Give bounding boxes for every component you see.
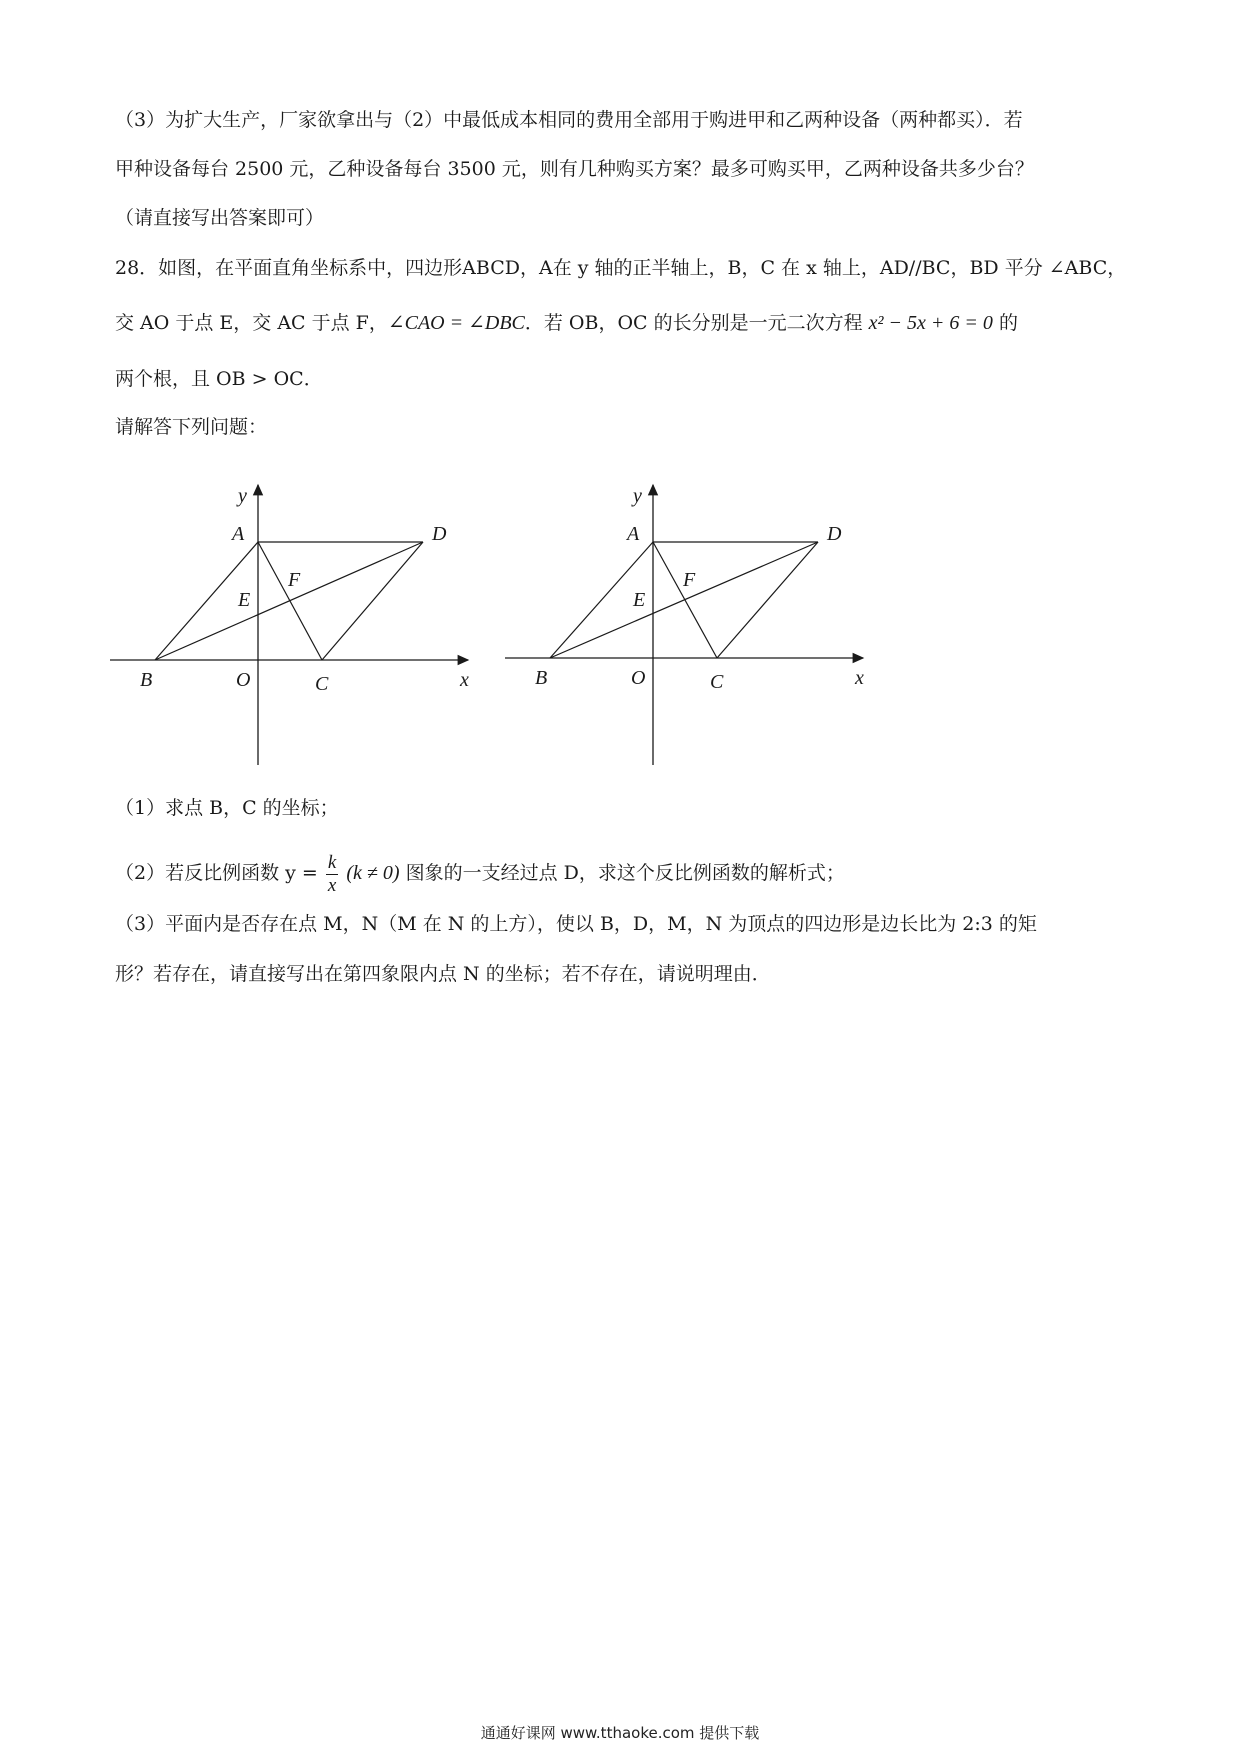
fraction-denominator: x: [327, 874, 337, 896]
q28-sub1: （1）求点 B，C 的坐标；: [115, 797, 339, 819]
q28-sub2-fraction: [326, 852, 338, 897]
segment-bd: [155, 542, 423, 660]
q28-line1: 28．如图，在平面直角坐标系中，四边形ABCD，A在 y 轴的正半轴上，B，C 在 x 轴上，AD//BC，BD 平分 ∠ABC，: [115, 257, 1127, 279]
label-e: E: [238, 589, 251, 611]
q28-sub3-line2: 形？若存在，请直接写出在第四象限内点 N 的坐标；若不存在，请说明理由．: [115, 963, 771, 985]
segment-cd: [322, 542, 423, 660]
q28-line3: 两个根，且 OB > OC．: [115, 368, 323, 390]
q28-angle-equation: ∠CAO = ∠DBC: [387, 312, 525, 334]
label-b: B: [535, 667, 548, 689]
label-f: F: [683, 569, 696, 591]
label-y: y: [633, 485, 642, 507]
label-a: A: [232, 523, 245, 545]
q28-sub2: [115, 848, 845, 898]
q28-line2-mid: ．若 OB，OC 的长分别是一元二次方程: [524, 312, 863, 334]
q28-prompt: 请解答下列问题：: [115, 416, 268, 438]
prev-q3-line1: （3）为扩大生产，厂家欲拿出与（2）中最低成本相同的费用全部用于购进甲和乙两种设备（两种都买）．若: [115, 109, 1023, 131]
label-b: B: [140, 669, 153, 691]
figure-right: [505, 480, 875, 770]
segment-cd: [717, 542, 818, 658]
figure-left-svg: [110, 480, 480, 770]
q28-line2: [115, 311, 1018, 335]
q28-sub2-condition: (k ≠ 0): [346, 862, 400, 884]
fraction-numerator: k: [327, 851, 337, 873]
q28-line2-prefix: 交 AO 于点 E，交 AC 于点 F，: [115, 312, 388, 334]
figure-right-svg: [505, 480, 875, 770]
label-a: A: [627, 523, 640, 545]
prev-q3-line3: （请直接写出答案即可）: [115, 207, 325, 229]
label-o: O: [236, 669, 251, 691]
label-e: E: [633, 589, 646, 611]
label-y: y: [238, 485, 247, 507]
q28-sub2-prefix: （2）若反比例函数 y =: [115, 862, 318, 884]
label-c: C: [710, 671, 724, 693]
label-d: D: [827, 523, 842, 545]
label-x: x: [855, 667, 864, 689]
q28-sub3-line1: （3）平面内是否存在点 M，N（M 在 N 的上方），使以 B，D，M，N 为顶点的四边形是边长比为 2:3 的矩: [115, 913, 1037, 935]
q28-quadratic-equation: x² − 5x + 6 = 0: [868, 312, 993, 334]
segment-bd: [550, 542, 818, 658]
q28-sub2-suffix: 图象的一支经过点 D，求这个反比例函数的解析式；: [405, 862, 845, 884]
label-o: O: [631, 667, 646, 689]
figure-left: [110, 480, 480, 770]
label-c: C: [315, 673, 329, 695]
q28-line2-suffix: 的: [998, 312, 1018, 334]
label-x: x: [460, 669, 469, 691]
label-f: F: [288, 569, 301, 591]
label-d: D: [432, 523, 447, 545]
prev-q3-line2: 甲种设备每台 2500 元，乙种设备每台 3500 元，则有几种购买方案？最多可购买甲，乙两种设备共多少台？: [115, 158, 1034, 180]
footer-watermark: 通通好课网 www.tthaoke.com 提供下载: [480, 1724, 760, 1742]
